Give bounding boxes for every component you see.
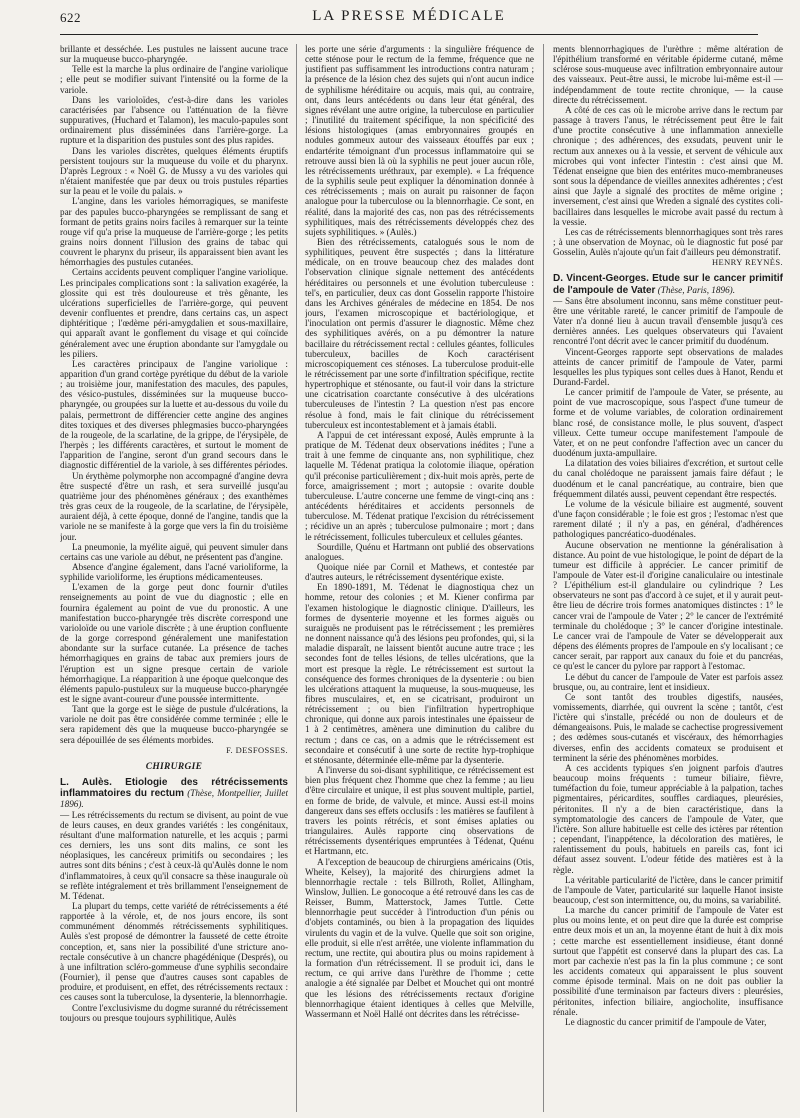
paragraph: En 1890-1891, M. Tédenat le diagnostiqua chez un homme, retour des colonies ; et M. Kiener confirma par l'examen histologique le diagnostic clinique. D'ailleurs, les formes de dysenterie moyenne et les formes aiguës ou suraiguës ne produisent pas le rétrécissement ; les premières ne donnent naissance qu'à des lésions peu profondes, qui, si la maladie disparaît, ne laissent bientôt aucune autre trace ; les secondes font de telles lésions, de telles ulcérations, que la mort est presque la règle. Le rétrécissement est surtout la conséquence des formes chroniques de la dysenterie : ou bien les ulcérations attaquent la muqueuse, la sous-muqueuse, les fibres musculaires, et, en se cicatrisant, produiront un rétrécissement ; ou bien l'infiltration hypertrophique chronique, qui donne aux parois intestinales une épaisseur de 1 à 2 centimètres, amènera une diminution du calibre du rectum ; dans ce cas, on a admis que le rétrécissement est secondaire et consécutif à une sorte de rectite hyp-trophique et sténosante, déterminée elle-même par la dysenterie. xyxy=(305,582,534,765)
running-header xyxy=(60,8,758,30)
paragraph: Les caractères principaux de l'angine variolique : apparition d'un grand cortège pyrétique du début de la variole ; au troisième jour, manifestation des macules, des papules, des vésico-pustules, disséminées sur la muqueuse bucco-pharyngée, ou groupées sur la luette et au-dessous du voile du palais, permettront de différencier cette angine des angines dites toxiques et des diverses phlegmasies bucco-pharyngées de la rougeole, de la scarlatine, de la grippe, de l'érysipèle, de l'herpès ; les différents caractères, et surtout le moment de l'apparition de l'angine, seront d'un grand secours dans le diagnostic différentiel de la variole, à ses différentes périodes. xyxy=(60,358,288,471)
abstract-title: L. Aulès. Etiologie des rétrécissements inflammatoires du rectum xyxy=(60,777,288,800)
paragraph: Dans les varioloïdes, c'est-à-dire dans les varioles caractérisées par l'absence ou l'atténuation de la fièvre suppuratives, (Huchard et Talamon), les maculo-papules sont ordinairement plus disséminées dans l'arrière-gorge. La rupture et la disparition des pustules sont des plus rapides. xyxy=(60,94,288,146)
paragraph: les porte une série d'arguments : la singulière fréquence de cette sténose pour le rectum de la femme, fréquence que ne justifient pas suffisamment les introductions contra naturam ; la présence de la lésion chez des sujets qui n'ont aucun indice de syphilisme héréditaire ou acquis, mais qui, au contraire, ont, dans leurs antécédents ou dans leur état général, des signes révélant une autre origine, la tuberculose en particulier ; l'inutilité du traitement spécifique, la non spécificité des lésions histologiques (amas embryonnaires groupés en nodules gommeux autour des vaisseaux étouffés par eux ; endartérite témoignant d'un processus inflammatoire qui se retrouve aussi bien là où la syphilis ne peut jouer aucun rôle, les rétrécissements uréthraux, par exemple). « La fréquence de la syphilis seule peut expliquer la dénomination donnée à ces rétrécissements ; mais on aurait pu raisonner de façon analogue pour la tuberculose ou la blennorrhagie. Ce sont, en réalité, dans la majorité des cas, non pas des rétrécissements syphilitiques, mais des rétrécissements développés chez des sujets syphilitiques. » (Aulès.) xyxy=(305,44,534,237)
header-rule xyxy=(60,34,758,35)
author-signature: HENRY REYNÈS. xyxy=(711,257,783,268)
paragraph: — Les rétrécissements du rectum se divisent, au point de vue de leurs causes, en deux grandes variétés : les congénitaux, résultant d'une malformation naturelle, et les acquis ; parmi ces derniers, les uns sont dits malins, ce sont les néoplasiques, les cancéreux primitifs ou secondaires ; les autres sont dits bénins ; c'est à ceux-là qu'Aulès donne le nom d'inflammatoires, à ceux qu'il consacre sa thèse inaugurale où se reflète intégralement et très brillamment l'enseignement de M. Tédenat. xyxy=(60,809,288,901)
paragraph: Tant que la gorge est le siège de pustule d'ulcérations, la variole ne doit pas être considérée comme terminée ; elle le sera rapidement dès que la muqueuse bucco-pharyngée se sera dépouillée de ses éléments morbides. xyxy=(60,704,288,745)
column-divider xyxy=(296,44,297,1112)
paragraph: A l'exception de beaucoup de chirurgiens américains (Otis, Wheite, Kelsey), la majorité des chirurgiens admet la blennorrhagie rectale : tels Billroth, Rollet, Allingham, Winslow, Jullien. Le gonocoque a été retrouvé dans les cas de Reisser, Bumm, Matterstock, James Tuttle. Cette blennorrhagie peut succéder à l'introduction d'un pénis ou d'objets contaminés, ou bien à la propagation des liquides virulents du vagin et de la vulve. Quelle que soit son origine, elle produit, si elle n'est arrêtée, une violente inflammation du rectum, une rectite, qui aboutira plus ou moins rapidement à la formation d'un rétrécissement. Il se produit ici, dans le rectum, ce qui arrive dans l'urèthre de l'homme ; cette analogie a été signalée par Delbet et Mouchet qui ont montré que les lésions des rétrécissements rectaux d'origine blennorrhagique étaient identiques à celles que Melville, Wassermann et Noël Hallé ont décrites dans les rétrécisse- xyxy=(305,856,534,1019)
paragraph: ments blennorrhagiques de l'urèthre : même altération de l'épithélium transformé en véritable épiderme cutané, même sclérose sous-muqueuse avec infiltration embryonnaire autour des vaisseaux. Peut-être aussi, le microbe lui-même est-il — indépendamment de toute rectite chronique, — la cause directe du rétrécissement. xyxy=(553,44,783,105)
paragraph: — Sans être absolument inconnu, sans même constituer peut-être une véritable rareté, le cancer primitif de l'ampoule de Vater n'a donné lieu à aucun travail d'ensemble jusqu'à ces dernières années. Les quelques observateurs qui l'avaient rencontré l'ont décrit avec le cancer primitif du duodénum. xyxy=(553,295,783,347)
abstract-reference: (Thèse, Paris, 1896). xyxy=(657,284,736,295)
paragraph: Absence d'angine également, dans l'acné varioliforme, la syphilide varioliforme, les éruptions médicamenteuses. xyxy=(60,561,288,583)
abstract-title: D. Vincent-Georges. Etude sur le cancer primitif de l'ampoule de Vater xyxy=(553,273,783,296)
paragraph: Ce sont tantôt des troubles digestifs, nausées, vomissements, diarrhée, qui ouvrent la scène ; tantôt, c'est l'ictère qui s'installe, précédé ou non de douleurs et de démangeaisons. Puis, le malade se cachectise progressivement ; des œdèmes sous-cutanés et viscéraux, des hémorrhagies diverses, enfin des accidents comateux se produisent et terminent la série des phénomènes morbides. xyxy=(553,691,783,763)
paragraph: Un érythème polymorphe non accompagné d'angine devra être suspecté d'être un rash, et sera surveillé jusqu'au quatrième jour des phénomènes généraux ; des exanthèmes très gras ceux de la rougeole, de la scarlatine, de l'érysipèle, auraient déjà, à cette époque, donné de l'angine, tandis que la variole ne se manifeste à la gorge que vers la fin du troisième jour. xyxy=(60,470,288,542)
column-divider xyxy=(543,44,544,1112)
paragraph: Le début du cancer de l'ampoule de Vater est parfois assez brusque, ou, au contraire, lent et insidieux. xyxy=(553,671,783,692)
paragraph: A l'inverse du soi-disant syphilitique, ce rétrécissement est bien plus fréquent chez l'homme que chez la femme ; au lieu d'être circulaire et unique, il est plus souvent multiple, partiel, en forme de bride, de valvule, et mince. Aussi est-il moins dangereux dans ses effets occlusifs : les matières se faufilent à travers les points rétrécis, et sont émises aplaties ou triangulaires. Aulès rapporte cinq observations de rétrécissements dysentériques empruntées à Tédenat, Quénu et Hartmann, etc. xyxy=(305,765,534,857)
paragraph: Quoique niée par Cornil et Mathews, et contestée par d'autres auteurs, le rétrécissement dysentérique existe. xyxy=(305,561,534,583)
paragraph: La marche du cancer primitif de l'ampoule de Vater est plus ou moins lente, et on peut dire que la durée est comprise entre deux mois et un an, la moyenne étant de huit à dix mois ; cette marche est essentiellement insidieuse, étant donné surtout que l'appétit est conservé dans la plupart des cas. La mort par cachexie n'est pas la fin la plus commune ; ce sont les accidents comateux qui apparaissent le plus souvent comme épisode terminal. Mais on ne doit pas oublier la possibilité d'une terminaison par facteurs divers : pleurésies, péritonites, infection biliaire, angiocholite, insuffisance rénale. xyxy=(553,905,783,1017)
abstract-reference: (Thèse, Montpellier, Juillet 1896). xyxy=(60,788,288,810)
paragraph: Dans les varioles discrètes, quelques éléments éruptifs persistent toujours sur la muqueuse du voile et du pharynx. D'après Legroux : « Noël G. de Mussy a vu des varioles qui n'étaient manifestée que par deux ou trois pustules réparties sur la peau et le voile du palais. » xyxy=(60,145,288,197)
paragraph: Les cas de rétrécissements blennorrhagiques sont très rares ; à une observation de Moynac, où le diagnostic fut posé par Gosselin, Aulès n'ajoute qu'un fait d'ailleurs peu démonstratif. xyxy=(553,226,783,258)
paragraph: L'angine, dans les varioles hémorragiques, se manifeste par des papules bucco-pharyngées se remplissant de sang et formant de petits grains noirs faciles à remarquer sur la teinte rouge vif qu'a prise la muqueuse de l'arrière-gorge ; les petits grains noirs donnent l'illusion des grains de tabac qui couvrent le pharynx du priseur, ils apparaissent bien avant les hémorrhagies des pustules cutanées. xyxy=(60,196,288,268)
paragraph: L'examen de la gorge peut donc fournir d'utiles renseignements au point de vue du diagnostic ; elle en fournira également au point de vue du pronostic. A une manifestation bucco-pharyngée très discrète correspond une varioloïde ou une variole discrète ; à une éruption confluente de la gorge correspond généralement une manifestation abondante sur la surface cutanée. La présence de taches hémorrhagiques en grains de tabac aux premiers jours de l'éruption est un signe presque certain de variole hémorrhagique. La réapparition à une époque quelconque des éléments papulo-pustuleux sur la muqueuse bucco-pharyngée est le signe avant-coureur d'une poussée intermittente. xyxy=(60,582,288,704)
paragraph: La véritable particularité de l'ictère, dans le cancer primitif de l'ampoule de Vater, particularité sur laquelle Hanot insiste beaucoup, c'est son intermittence, ou, du moins, sa variabilité. xyxy=(553,874,783,905)
paragraph: Vincent-Georges rapporte sept observations de malades atteints de cancer primitif de l'ampoule de Vater, parmi lesquelles les plus typiques sont celles dues à Hanot, Rendu et Durand-Fardel. xyxy=(553,346,783,387)
paragraph: A côté de ces cas où le microbe arrive dans le rectum par passage à travers l'anus, le rétrécissement peut être le fait d'une proctite consécutive à une inflammation annexielle chronique ; des adhérences, des exsudats, peuvent unir le rectum aux annexes ou à la vessie, et servent de véhicule aux microbes qui vont infecter l'intestin : c'est ainsi que M. Tédenat enseigne que bien des entérites muco-membraneuses sont sous la dépendance de vieilles annexites adhérentes ; c'est ainsi que Jayle a signalé des proctites de même origine ; inversement, c'est ainsi que Wreden a signalé des cystites coli-bacillaires dans lesquelles le microbe avait passé du rectum à la vessie. xyxy=(553,104,783,227)
paragraph: Le volume de la vésicule biliaire est augmenté, souvent d'une façon considérable ; le foie est gros ; l'estomac n'est que rarement dilaté ; il n'y a pas, en général, d'adhérences pathologiques pancréatico-duodénales. xyxy=(553,498,783,540)
paragraph: La plupart du temps, cette variété de rétrécissements a été rapportée à la vérole, et, de nos jours encore, ils sont communément dénommés rétrécissements syphilitiques. Aulès s'est proposé de démontrer la fausseté de cette étroite conception, et, sans nier la possibilité d'une stricture ano-rectale consécutive à un chancre phagédénique (Després), ou à une infiltration scléro-gommeuse d'une syphilis secondaire (Fournier), il pense que d'autres causes sont capables de produire, et produisent, en effet, des rétrécissements rectaux : ces causes sont la tuberculose, la dysenterie, la blennorrhagie. xyxy=(60,900,288,1003)
column-middle xyxy=(305,44,534,1112)
page-number: 622 xyxy=(60,10,81,25)
column-right xyxy=(553,44,783,1112)
section-heading: CHIRURGIE xyxy=(145,761,203,772)
paragraph: Telle est la marche la plus ordinaire de l'angine variolique ; elle peut se modifier suivant l'intensité ou la forme de la variole. xyxy=(60,64,288,95)
paragraph: La pneumonie, la myélite aiguë, qui peuvent simuler dans certains cas une variole au début, ne présentent pas d'angine. xyxy=(60,541,288,562)
paragraph: brillante et desséchée. Les pustules ne laissent aucune trace sur la muqueuse bucco-pharyngée. xyxy=(60,44,288,65)
abstract-heading xyxy=(553,273,783,295)
paragraph: Le diagnostic du cancer primitif de l'ampoule de Vater, xyxy=(565,1016,767,1027)
author-signature: F. DESFOSSES. xyxy=(226,744,288,755)
paragraph: Contre l'exclusivisme du dogme suranné du rétrécissement toujours ou presque toujours syphilitique, Aulès xyxy=(60,1002,288,1023)
paragraph: Bien des rétrécissements, catalogués sous le nom de syphilitiques, peuvent être suspectés ; dans la littérature médicale, on en trouve beaucoup chez des malades dont l'observation clinique signale nettement des antécédents héréditaires ou personnels et une évolution tuberculeuse : tel's, en particulier, deux cas dont Gosselin rapporte l'histoire dans les Archives générales de médecine en 1854. De nos jours, l'examen microscopique et bactériologique, et l'inoculation ont permis d'assurer le diagnostic. Même chez des syphilitiques avérés, on a pu démontrer la nature bacillaire du rétrécissement rectal : cellules géantes, follicules tuberculeux, bacilles de Koch caractérisent microscopiquement ces sténoses. La tuberculose produit-elle le rétrécissement par une sorte d'infiltration spécifique, rectite hypertrophique et sténosante, ou faut-il voir dans la stricture une cicatrisation coarctante consécutive à des ulcérations tuberculeuses de l'intestin ? La question n'est pas encore résolue à fond, mais le fait clinique du rétrécissement tuberculeux est incontestablement et à jamais établi. xyxy=(305,236,534,430)
paragraph: A ces accidents typiques s'en joignent parfois d'autres beaucoup moins fréquents : tumeur biliaire, fièvre, tuméfaction du foie, tumeur appréciable à la palpation, taches pigmentaires, péricardites, souffles cardiaques, pleurésies, péritonites. Il n'y a de bien caractéristique, dans la symptomatologie des cancers de l'ampoule de Vater, que l'ictère. Son allure habituelle est celle des ictères par rétention ; cependant, l'inappétence, la décoloration des matières, le ralentissement du pouls, habituels en pareils cas, font ici défaut assez souvent. L'odeur fétide des matières est à la règle. xyxy=(553,762,783,875)
journal-title: LA PRESSE MÉDICALE xyxy=(312,8,506,24)
paragraph: A l'appui de cet intéressant exposé, Aulès emprunte à la pratique de M. Tédenat deux observations inédites ; l'une a trait à une femme de cinquante ans, non syphilitique, chez laquelle M. Tédenat pratiqua la colotomie iliaque, opération qu'il préconise particulièrement ; dix-huit mois après, perte de force, amaigrissement ; mort ; autopsie : ovarite double tuberculeuse. L'autre concerne une femme de vingt-cinq ans : antécédents héréditaires et accidents personnels de tuberculose. M. Tédenat pratique l'excision du rétrécissement ; récidive un an après ; tuberculose pulmonaire ; mort ; dans le rétrécissement, follicules tuberculeux et cellules géantes. xyxy=(305,429,534,542)
abstract-heading xyxy=(60,777,288,809)
paragraph: Le cancer primitif de l'ampoule de Vater, se présente, au point de vue macroscopique, sous l'aspect d'une tumeur de forme et de volume variables, de coloration ordinairement blanc rosé, de consistance molle, le plus souvent, d'aspect villeux. Cette tumeur occupe manifestement l'ampoule de Vater, et on ne peut confondre l'affection avec un cancer du duodénum juxta-ampullaire. xyxy=(553,387,783,459)
paragraph: Sourdille, Quénu et Hartmann ont publié des observations analogues. xyxy=(305,541,534,562)
paragraph: La dilatation des voies biliaires d'excrétion, et surtout celle du canal cholédoque ne paraissent jamais faire défaut ; le duodénum et le canal pancréatique, au contraire, bien que fréquemment dilatés aussi, peuvent cependant être respectés. xyxy=(553,458,783,499)
paragraph: Certains accidents peuvent compliquer l'angine variolique. Les principales complications sont : la salivation exagérée, la glossite qui est très douloureuse et très gênante, les ulcérations superficielles de l'arrière-gorge, qui peuvent devenir confluentes et prendre, dans certains cas, un aspect diphtéritique ; l'œdème péri-amygdalien et sous-maxillaire, qui apparaît avant le gonflement du visage et qui coïncide généralement avec une éruption abondante sur l'amygdale ou les piliers. xyxy=(60,267,288,359)
paragraph: Aucune observation ne mentionne la généralisation à distance. Au point de vue histologique, le point de départ de la tumeur est difficile à apprécier. Le cancer primitif de l'ampoule de Vater est-il d'origine canaliculaire ou intestinale ? L'épithélium est-il glandulaire ou cylindrique ? Les observateurs ne sont pas d'accord à ce sujet, et il y aurait peut-être lieu de décrire trois formes anatomiques distinctes : 1° le cancer vrai de l'ampoule de Vater ; 2° le cancer de l'extrémité terminale du cholédoque ; 3° le cancer d'origine intestinale. Le cancer vrai de l'ampoule de Vater se développerait aux dépens des éléments propres de l'ampoule en s'y localisant ; ce cancer serait, par rapport aux canaux du foie et du pancréas, ce qu'est le cancer du pylore par rapport à l'estomac. xyxy=(553,539,783,672)
column-left xyxy=(60,44,288,1112)
